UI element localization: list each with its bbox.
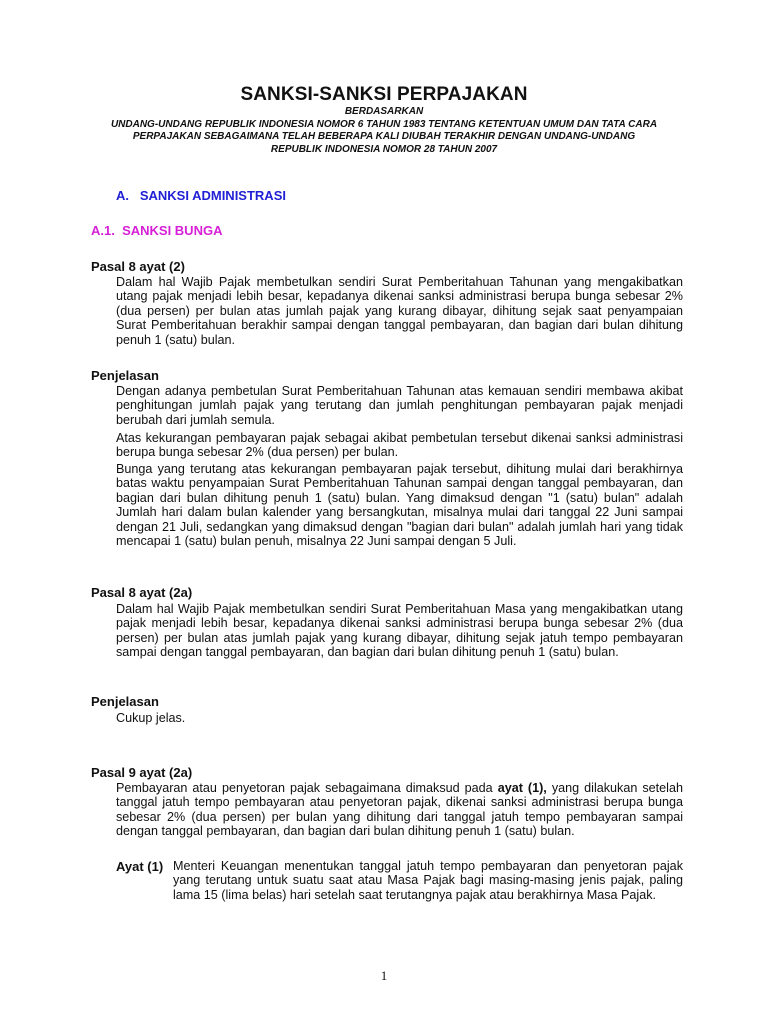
page-number: 1 [380,968,388,983]
pasal-9-2a-text-part: Pembayaran atau penyetoran pajak sebagaimana dimaksud pada [116,781,498,795]
document-title: SANKSI-SANKSI PERPAJAKAN [240,84,528,105]
pasal-8-2-penjelasan-heading: Penjelasan [91,368,159,383]
subtitle-line: PERPAJAKAN SEBAGAIMANA TELAH BEBERAPA KALI DIUBAH TERAKHIR DENGAN UNDANG-UNDANG [132,131,636,142]
pasal-8-2-penjelasan-paragraph: Atas kekurangan pembayaran pajak sebagai akibat pembetulan tersebut dikenai sanksi administrasi berupa bunga sebesar 2% (dua persen) per bulan. [116,431,683,460]
pasal-8-2-penjelasan-paragraph: Bunga yang terutang atas kekurangan pembayaran pajak tersebut, dihitung mulai dari berakhirnya batas waktu penyampaian Surat Pemberitahuan Tahunan sampai dengan tanggal pembayaran, dan bagian dari bulan dihitung penuh 1 (satu) bulan. Yang dimaksud dengan "1 (satu) bulan" adalah Jumlah hari dalam bulan kalender yang bersangkutan, misalnya mulai dari tanggal 22 Juni sampai dengan 21 Juli, sedangkan yang dimaksud dengan "bagian dari bulan" adalah jumlah hari yang tidak mencapai 1 (satu) bulan penuh, misalnya 22 Juni sampai dengan 5 Juli. [116,462,683,549]
document-subtitle [100,106,668,156]
pasal-8-2-penjelasan-paragraph: Dengan adanya pembetulan Surat Pemberitahuan Tahunan atas kemauan sendiri membawa akibat penghitungan jumlah pajak yang terutang dan jumlah penghitungan pembayaran pajak menjadi berubah dari jumlah semula. [116,384,683,427]
section-heading-sanksi-bunga: A.1. SANKSI BUNGA [91,223,223,238]
ayat-1-reference: ayat (1), [497,781,547,795]
pasal-8-2-heading: Pasal 8 ayat (2) [91,259,185,274]
pasal-9-2a-heading: Pasal 9 ayat (2a) [91,765,193,780]
pasal-8-2a-heading: Pasal 8 ayat (2a) [91,585,193,600]
subtitle-line: REPUBLIK INDONESIA NOMOR 28 TAHUN 2007 [270,143,498,155]
pasal-8-2a-text: Dalam hal Wajib Pajak membetulkan sendiri Surat Pemberitahuan Masa yang mengakibatkan utang pajak menjadi lebih besar, kepadanya dikenai sanksi administrasi berupa bunga sebesar 2% (dua persen) per bulan atas jumlah pajak yang kurang dibayar, dihitung sejak jatuh tempo pembayaran sampai dengan tanggal pembayaran, dan bagian dari bulan dihitung penuh 1 (satu) bulan. [116,602,683,660]
subtitle-line: BERDASARKAN [344,106,424,117]
section-heading-sanksi-administrasi: A. SANKSI ADMINISTRASI [116,188,286,203]
pasal-9-2a-text-part: yang dilakukan setelah tanggal jatuh tempo pembayaran atau penyetoran pajak, dikenai sanksi administrasi berupa bunga sebesar 2% (dua persen) per bulan yang dihitung dari tanggal jatuh tempo pembayaran sampai dengan tanggal pembayaran, dan bagian dari bulan dihitung penuh 1 (satu) bulan. [116,781,683,839]
pasal-8-2-text: Dalam hal Wajib Pajak membetulkan sendiri Surat Pemberitahuan Tahunan yang mengakibatkan utang pajak menjadi lebih besar, kepadanya dikenai sanksi administrasi berupa bunga sebesar 2% (dua persen) per bulan atas jumlah pajak yang kurang dibayar, dihitung sejak saat penyampaian Surat Pemberitahuan berakhir sampai dengan tanggal pembayaran, dan bagian dari bulan dihitung penuh 1 (satu) bulan. [116,275,683,347]
pasal-8-2a-penjelasan-heading: Penjelasan [91,694,159,709]
subtitle-line: UNDANG-UNDANG REPUBLIK INDONESIA NOMOR 6 TAHUN 1983 TENTANG KETENTUAN UMUM DAN TATA CARA [110,118,658,130]
pasal-9-2a-text [116,781,683,839]
ayat-1-label: Ayat (1) [116,859,164,874]
pasal-8-2a-penjelasan-text: Cukup jelas. [116,711,186,725]
ayat-1-text: Menteri Keuangan menentukan tanggal jatuh tempo pembayaran dan penyetoran pajak yang terutang untuk suatu saat atau Masa Pajak bagi masing-masing jenis pajak, paling lama 15 (lima belas) hari setelah saat terutangnya pajak atau berakhirnya Masa Pajak. [173,859,683,902]
